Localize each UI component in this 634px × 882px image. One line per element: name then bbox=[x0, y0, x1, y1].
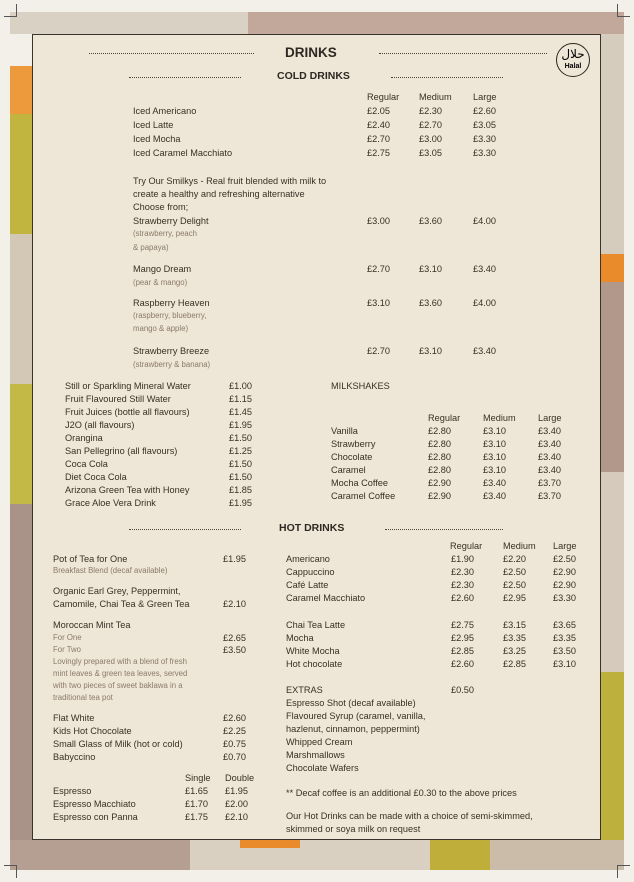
extra-item: Chocolate Wafers bbox=[286, 762, 359, 773]
bg-block bbox=[601, 282, 624, 472]
item-name: Mocha Coffee bbox=[331, 478, 389, 488]
price-single: £1.65 bbox=[185, 786, 208, 796]
page-title: DRINKS bbox=[285, 45, 337, 60]
crop-mark bbox=[4, 4, 17, 17]
organic-price: £2.10 bbox=[223, 599, 246, 609]
price-medium: £3.15 bbox=[503, 620, 526, 630]
price-large: £3.70 bbox=[538, 491, 561, 501]
smilky-desc: (pear & mango) bbox=[133, 278, 188, 287]
menu-page bbox=[32, 34, 601, 840]
price-regular: £2.60 bbox=[451, 593, 474, 603]
col-regular: Regular bbox=[367, 92, 400, 102]
bg-block bbox=[601, 254, 624, 282]
decaf-note: ** Decaf coffee is an additional £0.30 to the above prices bbox=[286, 788, 517, 798]
price-large: £3.30 bbox=[553, 593, 576, 603]
tea-pot-sub: Breakfast Blend (decaf available) bbox=[53, 566, 168, 575]
item-name: Chocolate bbox=[331, 452, 373, 462]
item-name: Cappuccino bbox=[286, 567, 335, 577]
price-medium: £2.85 bbox=[503, 659, 526, 669]
price-single: £1.70 bbox=[185, 799, 208, 809]
extra-item: Whipped Cream bbox=[286, 736, 353, 747]
milk-note: skimmed or soya milk on request bbox=[286, 824, 421, 834]
col-regular: Regular bbox=[428, 413, 461, 423]
price-medium: £3.60 bbox=[419, 298, 442, 308]
tea-pot-price: £1.95 bbox=[223, 554, 246, 564]
milkshakes-title: MILKSHAKES bbox=[331, 381, 390, 391]
item-price: £2.60 bbox=[223, 713, 246, 723]
item-name: Caramel bbox=[331, 465, 366, 475]
item-name: Arizona Green Tea with Honey bbox=[65, 485, 190, 495]
item-name: Espresso con Panna bbox=[53, 812, 138, 822]
item-price: £1.50 bbox=[229, 459, 252, 469]
extra-item: Marshmallows bbox=[286, 749, 345, 760]
mint-desc: Lovingly prepared with a blend of fresh bbox=[53, 657, 187, 666]
price-regular: £2.80 bbox=[428, 465, 451, 475]
bg-block bbox=[10, 504, 32, 840]
item-name: Café Latte bbox=[286, 580, 329, 590]
bg-block bbox=[430, 840, 490, 870]
bg-block bbox=[10, 234, 32, 384]
price-medium: £3.10 bbox=[419, 346, 442, 356]
price-large: £3.30 bbox=[473, 134, 496, 144]
col-large: Large bbox=[553, 541, 577, 551]
price-regular: £2.75 bbox=[367, 148, 390, 158]
crop-mark bbox=[4, 865, 17, 878]
item-price: £1.00 bbox=[229, 381, 252, 391]
divider-dots bbox=[379, 53, 547, 54]
price-large: £2.90 bbox=[553, 580, 576, 590]
smilky-intro: Try Our Smilkys - Real fruit blended with milk to bbox=[133, 176, 327, 186]
item-name: Strawberry bbox=[331, 439, 376, 449]
price-medium: £3.10 bbox=[483, 452, 506, 462]
item-name: Iced Americano bbox=[133, 106, 197, 116]
col-regular: Regular bbox=[450, 541, 483, 551]
item-name: Diet Coca Cola bbox=[65, 472, 127, 482]
price-large: £3.50 bbox=[553, 646, 576, 656]
price-medium: £3.60 bbox=[419, 216, 442, 226]
bg-block bbox=[240, 840, 300, 848]
bg-block bbox=[10, 66, 32, 114]
divider-dots bbox=[129, 529, 241, 530]
item-price: £1.95 bbox=[229, 420, 252, 430]
mint-desc: mint leaves & green tea leaves, served bbox=[53, 669, 188, 678]
bg-block bbox=[490, 840, 624, 870]
smilky-name: Strawberry Delight bbox=[133, 216, 209, 226]
price-medium: £3.10 bbox=[419, 264, 442, 274]
bg-block bbox=[601, 672, 624, 840]
halal-arabic: حلال bbox=[561, 47, 585, 61]
price-large: £3.40 bbox=[538, 426, 561, 436]
price-large: £2.50 bbox=[553, 554, 576, 564]
mint-desc: with two pieces of sweet baklawa in a bbox=[53, 681, 183, 690]
item-price: £1.25 bbox=[229, 446, 252, 456]
extras-price: £0.50 bbox=[451, 685, 474, 695]
price-regular: £2.80 bbox=[428, 426, 451, 436]
item-name: Kids Hot Chocolate bbox=[53, 726, 132, 736]
bg-block bbox=[248, 12, 624, 34]
item-name: Babyccino bbox=[53, 752, 96, 762]
item-name: Hot chocolate bbox=[286, 659, 343, 669]
bg-block bbox=[190, 840, 430, 870]
extra-item: Espresso Shot (decaf available) bbox=[286, 698, 416, 708]
mint-option-price: £2.65 bbox=[223, 633, 246, 643]
mint-tea-name: Moroccan Mint Tea bbox=[53, 620, 131, 630]
price-medium: £3.40 bbox=[483, 491, 506, 501]
item-name: Iced Mocha bbox=[133, 134, 181, 144]
price-large: £3.05 bbox=[473, 120, 496, 130]
price-large: £2.60 bbox=[473, 106, 496, 116]
price-medium: £2.20 bbox=[503, 554, 526, 564]
item-name: Caramel Macchiato bbox=[286, 593, 366, 603]
crop-mark bbox=[617, 4, 630, 17]
price-regular: £2.70 bbox=[367, 346, 390, 356]
price-medium: £3.35 bbox=[503, 633, 526, 643]
item-name: Fruit Juices (bottle all flavours) bbox=[65, 407, 190, 417]
price-large: £3.65 bbox=[553, 620, 576, 630]
extras-list bbox=[286, 697, 425, 774]
price-regular: £1.90 bbox=[451, 554, 474, 564]
smilky-desc: (strawberry, peach bbox=[133, 229, 197, 238]
price-regular: £3.10 bbox=[367, 298, 390, 308]
price-regular: £2.40 bbox=[367, 120, 390, 130]
bg-block bbox=[601, 472, 624, 672]
item-name: Vanilla bbox=[331, 426, 358, 436]
item-name: Still or Sparkling Mineral Water bbox=[65, 381, 191, 391]
price-medium: £3.10 bbox=[483, 439, 506, 449]
divider-dots bbox=[89, 53, 254, 54]
milk-note: Our Hot Drinks can be made with a choice of semi-skimmed, bbox=[286, 811, 533, 821]
price-regular: £2.85 bbox=[451, 646, 474, 656]
item-price: £1.95 bbox=[229, 498, 252, 508]
item-price: £2.25 bbox=[223, 726, 246, 736]
mint-option: For One bbox=[53, 633, 82, 642]
organic-tea: Organic Earl Grey, Peppermint, bbox=[53, 586, 181, 596]
item-name: Grace Aloe Vera Drink bbox=[65, 498, 156, 508]
bg-block bbox=[601, 34, 624, 254]
price-large: £4.00 bbox=[473, 216, 496, 226]
price-regular: £2.90 bbox=[428, 491, 451, 501]
item-name: Small Glass of Milk (hot or cold) bbox=[53, 739, 183, 749]
price-regular: £2.30 bbox=[451, 567, 474, 577]
price-medium: £3.05 bbox=[419, 148, 442, 158]
mint-option: For Two bbox=[53, 645, 82, 654]
price-regular: £2.70 bbox=[367, 134, 390, 144]
price-regular: £2.05 bbox=[367, 106, 390, 116]
divider-dots bbox=[129, 77, 241, 78]
item-price: £1.45 bbox=[229, 407, 252, 417]
price-medium: £2.50 bbox=[503, 567, 526, 577]
divider-dots bbox=[385, 529, 503, 530]
organic-tea: Camomile, Chai Tea & Green Tea bbox=[53, 599, 190, 609]
smilky-name: Mango Dream bbox=[133, 264, 192, 274]
price-large: £3.40 bbox=[538, 465, 561, 475]
bg-block bbox=[10, 12, 248, 34]
price-medium: £2.50 bbox=[503, 580, 526, 590]
price-medium: £2.95 bbox=[503, 593, 526, 603]
price-large: £2.90 bbox=[553, 567, 576, 577]
col-large: Large bbox=[538, 413, 562, 423]
item-name: Chai Tea Latte bbox=[286, 620, 346, 630]
smilky-name: Strawberry Breeze bbox=[133, 346, 210, 356]
item-price: £1.50 bbox=[229, 472, 252, 482]
price-large: £4.00 bbox=[473, 298, 496, 308]
price-regular: £2.70 bbox=[367, 264, 390, 274]
price-double: £2.10 bbox=[225, 812, 248, 822]
price-regular: £2.90 bbox=[428, 478, 451, 488]
price-regular: £3.00 bbox=[367, 216, 390, 226]
tea-pot-name: Pot of Tea for One bbox=[53, 554, 128, 564]
price-large: £3.40 bbox=[538, 439, 561, 449]
price-large: £3.70 bbox=[538, 478, 561, 488]
price-large: £3.40 bbox=[473, 264, 496, 274]
item-price: £1.50 bbox=[229, 433, 252, 443]
col-double: Double bbox=[225, 773, 255, 783]
item-name: Iced Latte bbox=[133, 120, 174, 130]
item-name: Coca Cola bbox=[65, 459, 108, 469]
item-name: White Mocha bbox=[286, 646, 340, 656]
item-price: £0.75 bbox=[223, 739, 246, 749]
item-name: Orangina bbox=[65, 433, 103, 443]
price-large: £3.30 bbox=[473, 148, 496, 158]
bg-block bbox=[10, 384, 32, 504]
price-regular: £2.95 bbox=[451, 633, 474, 643]
bg-block bbox=[10, 840, 190, 870]
mint-option-price: £3.50 bbox=[223, 645, 246, 655]
item-name: Americano bbox=[286, 554, 330, 564]
item-name: San Pellegrino (all flavours) bbox=[65, 446, 178, 456]
item-name: Flat White bbox=[53, 713, 95, 723]
smilky-intro: create a healthy and refreshing alternative bbox=[133, 189, 305, 199]
halal-logo bbox=[556, 43, 590, 77]
halal-text: Halal bbox=[564, 63, 582, 70]
crop-mark bbox=[617, 865, 630, 878]
smilky-desc: & papaya) bbox=[133, 243, 169, 252]
item-name: Mocha bbox=[286, 633, 314, 643]
price-medium: £3.25 bbox=[503, 646, 526, 656]
extra-item: Flavoured Syrup (caramel, vanilla, bbox=[286, 710, 426, 721]
item-name: Iced Caramel Macchiato bbox=[133, 148, 233, 158]
price-medium: £3.10 bbox=[483, 465, 506, 475]
price-large: £3.10 bbox=[553, 659, 576, 669]
col-medium: Medium bbox=[483, 413, 516, 423]
item-name: Caramel Coffee bbox=[331, 491, 396, 501]
item-name: Espresso Macchiato bbox=[53, 799, 136, 809]
col-large: Large bbox=[473, 92, 497, 102]
smilky-name: Raspberry Heaven bbox=[133, 298, 210, 308]
price-medium: £3.10 bbox=[483, 426, 506, 436]
price-medium: £2.30 bbox=[419, 106, 442, 116]
divider-dots bbox=[391, 77, 503, 78]
price-regular: £2.75 bbox=[451, 620, 474, 630]
smilky-desc: (raspberry, blueberry, bbox=[133, 311, 207, 320]
mint-desc: traditional tea pot bbox=[53, 693, 113, 702]
price-regular: £2.80 bbox=[428, 439, 451, 449]
smilky-desc: mango & apple) bbox=[133, 324, 189, 333]
price-large: £3.40 bbox=[473, 346, 496, 356]
smilky-intro: Choose from; bbox=[133, 202, 189, 212]
price-regular: £2.80 bbox=[428, 452, 451, 462]
price-large: £3.35 bbox=[553, 633, 576, 643]
cold-drinks-title: COLD DRINKS bbox=[277, 70, 350, 82]
col-single: Single bbox=[185, 773, 211, 783]
price-large: £3.40 bbox=[538, 452, 561, 462]
price-medium: £3.00 bbox=[419, 134, 442, 144]
item-name: J2O (all flavours) bbox=[65, 420, 135, 430]
item-name: Espresso bbox=[53, 786, 92, 796]
col-medium: Medium bbox=[419, 92, 452, 102]
extra-item: hazlenut, cinnamon, peppermint) bbox=[286, 723, 420, 734]
extras-title: EXTRAS bbox=[286, 685, 323, 695]
item-name: Fruit Flavoured Still Water bbox=[65, 394, 171, 404]
hot-drinks-title: HOT DRINKS bbox=[279, 522, 345, 534]
price-double: £1.95 bbox=[225, 786, 248, 796]
price-medium: £3.40 bbox=[483, 478, 506, 488]
price-single: £1.75 bbox=[185, 812, 208, 822]
price-regular: £2.30 bbox=[451, 580, 474, 590]
price-medium: £2.70 bbox=[419, 120, 442, 130]
bg-block bbox=[10, 114, 32, 234]
item-price: £1.15 bbox=[229, 394, 252, 404]
item-price: £0.70 bbox=[223, 752, 246, 762]
price-regular: £2.60 bbox=[451, 659, 474, 669]
col-medium: Medium bbox=[503, 541, 536, 551]
price-double: £2.00 bbox=[225, 799, 248, 809]
smilky-desc: (strawberry & banana) bbox=[133, 360, 211, 369]
item-price: £1.85 bbox=[229, 485, 252, 495]
